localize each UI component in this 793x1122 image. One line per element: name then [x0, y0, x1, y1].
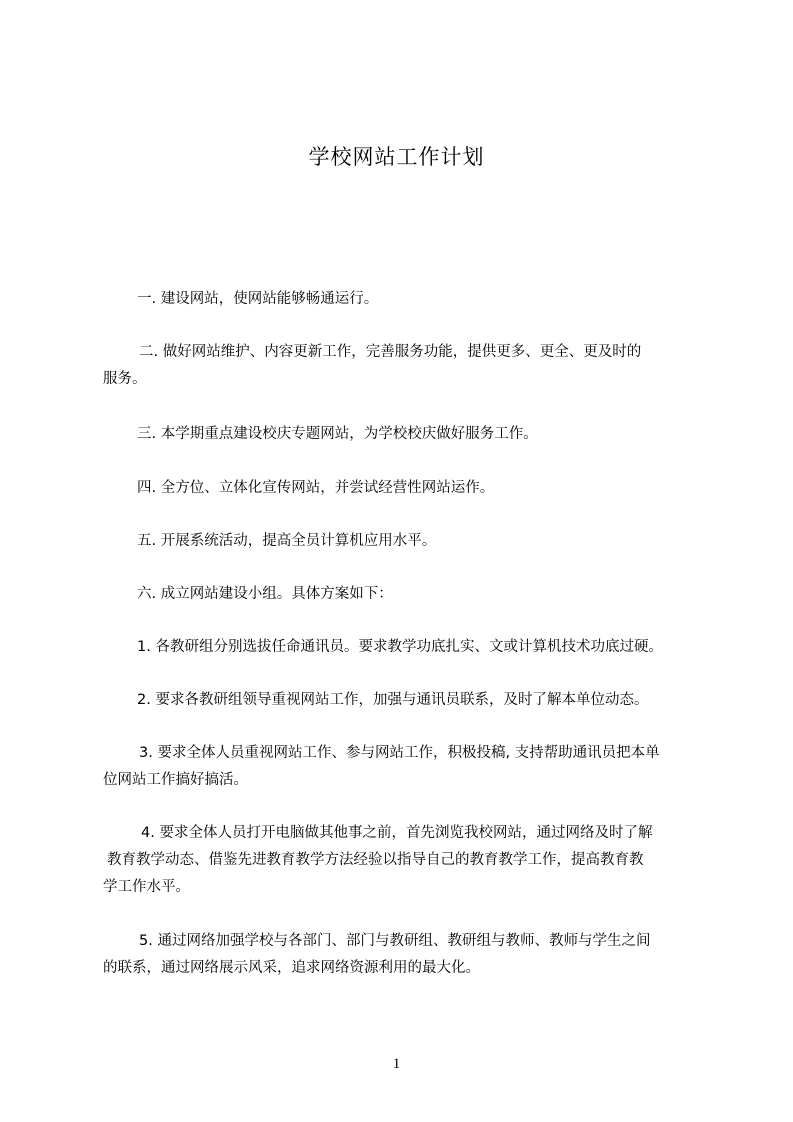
paragraph-line: 二. 做好网站维护、内容更新工作，完善服务功能，提供更多、更全、更及时的 [139, 344, 642, 360]
paragraph-line: 学工作水平。 [103, 879, 190, 895]
paragraph-11 [103, 928, 715, 982]
page-number: 1 [392, 1056, 401, 1072]
paragraph-2 [103, 339, 715, 393]
paragraph-7 [137, 634, 749, 661]
paragraph-10 [103, 820, 715, 901]
paragraph-line: 六. 成立网站建设小组。具体方案如下： [137, 586, 393, 602]
paragraph-line: 三. 本学期重点建设校庆专题网站，为学校校庆做好服务工作。 [137, 426, 538, 442]
paragraph-line: 教育教学动态、借鉴先进教育教学方法经验以指导自己的教育教学工作，提高教育教 [107, 852, 644, 868]
paragraph-line: 的联系，通过网络展示风采，追求网络资源利用的最大化。 [103, 960, 480, 976]
paragraph-line: 4. 要求全体人员打开电脑做其他事之前，首先浏览我校网站，通过网络及时了解 [141, 825, 653, 841]
paragraph-8 [137, 687, 749, 714]
paragraph-9 [103, 740, 715, 794]
paragraph-line: 服务。 [103, 371, 147, 387]
paragraph-line: 一. 建设网站，使网站能够畅通运行。 [137, 291, 379, 307]
paragraph-line: 1. 各教研组分别选拔任命通讯员。要求教学功底扎实、文或计算机技术功底过硬。 [137, 639, 663, 655]
paragraph-line: 5. 通过网络加强学校与各部门、部门与教研组、教研组与教师、教师与学生之间 [139, 933, 651, 949]
paragraph-1 [137, 286, 749, 313]
paragraph-4 [137, 475, 749, 502]
paragraph-line: 3. 要求全体人员重视网站工作、参与网站工作，积极投稿, 支持帮助通讯员把本单 [139, 745, 660, 761]
paragraph-line: 位网站工作搞好搞活。 [103, 772, 248, 788]
document-title: 学校网站工作计划 [308, 145, 485, 169]
paragraph-6 [137, 581, 749, 608]
paragraph-line: 五. 开展系统活动，提高全员计算机应用水平。 [137, 533, 437, 549]
paragraph-line: 2. 要求各教研组领导重视网站工作，加强与通讯员联系，及时了解本单位动态。 [137, 692, 649, 708]
paragraph-5 [137, 528, 749, 555]
paragraph-line: 四. 全方位、立体化宣传网站，并尝试经营性网站运作。 [137, 480, 495, 496]
paragraph-3 [137, 421, 749, 448]
